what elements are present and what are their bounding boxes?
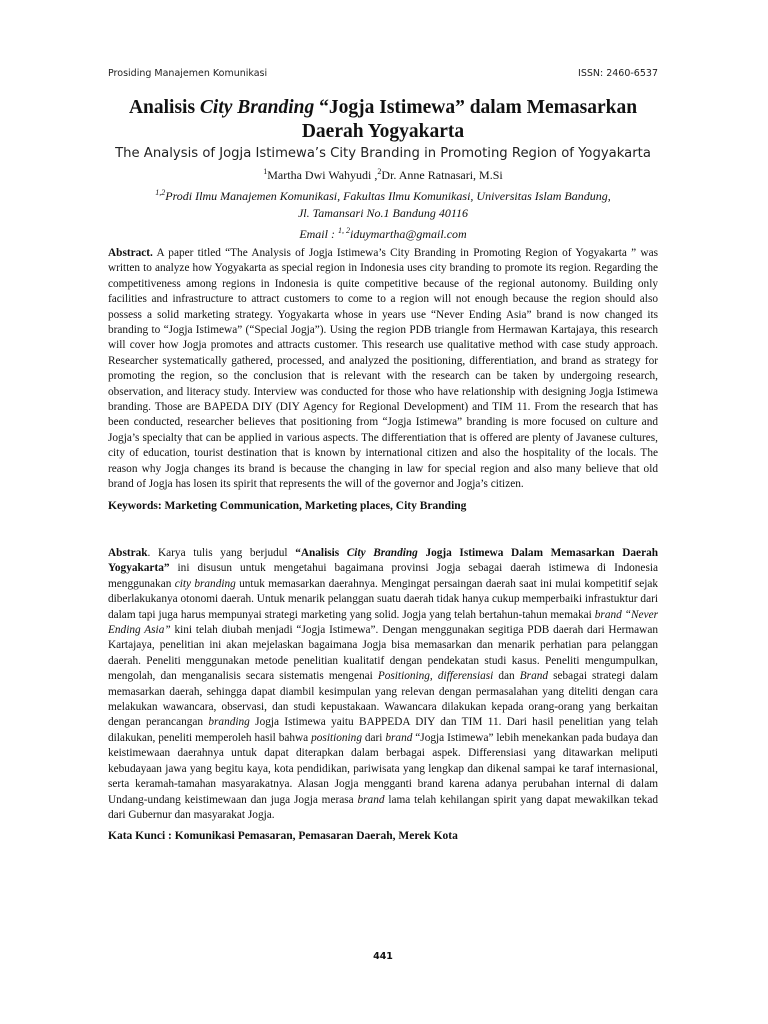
email-sup: 1, 2 bbox=[337, 226, 350, 235]
page-number: 441 bbox=[373, 951, 393, 962]
abstrak-italic: brand bbox=[385, 731, 413, 744]
abstrak-italic: positioning bbox=[311, 731, 362, 744]
affiliation-text: Prodi Ilmu Manajemen Komunikasi, Fakultas Ilmu Komunikasi, Universitas Islam Bandung, bbox=[165, 189, 611, 203]
abstrak-text: dari bbox=[361, 731, 386, 744]
abstrak-label: Abstrak bbox=[108, 547, 148, 559]
author-sup-2: 2 bbox=[377, 167, 382, 176]
keywords-english: Keywords: Marketing Communication, Marketing places, City Branding bbox=[108, 499, 467, 512]
abstrak-text: Jogja Istimewa yaitu BAPPEDA DIY dan TIM 11. Dari hasil penelitian yang telah dilakukan, peneliti memperoleh hasil bahwa bbox=[108, 716, 658, 744]
email-label: Email : bbox=[299, 227, 338, 241]
title-text-2: “Jogja Istimewa” dalam Memasarkan Daerah Yogyakarta bbox=[301, 97, 638, 142]
abstrak-italic: Positioning, differensiasi bbox=[377, 670, 494, 683]
abstract-text: A paper titled “The Analysis of Jogja Istimewa’s City Branding in Promoting Region of Yogyakarta ” was written to analyze how Yogyakarta as special region in Indonesia uses city branding to promote its region. Regarding the competitiveness among regions in Indonesia is quite competitive because of the regional autonomy. Building only facilities and infrastructure to attract customers to come to a region will not enough because the region should also possess a solid marketing strategy. Yogyakarta whose in years use “Never Ending Asia” brand is now changed its branding to “Jogja Istimewa” (“Special Jogja”). Using the region PDB triangle from Hermawan Kartajaya, this research will cover how Jogja promotes and attracts customer. This research use qualitative method with case study approach. Researcher systematically gathered, processed, and analyzed the positioning, differentiation, and brand as strategy for promoting the region, so the conclusion that is relevant with the research can be taken by undergoing research, observation, and literacy study. Interview was conducted for those who have relationship with designing Jogja Istimewa branding. Those are BAPEDA DIY (DIY Agency for Regional Development) and TIM 11. From the research that has been conducted, researcher believes that positioning from “Jogja Istimewa” branding is more focused on culture and Jogja’s specialty that can be applied in various aspects. The differentiation that is offered are plenty of Javanese cultures, city of education, tourist destination that is known by international citizen and also the hospitality of the locals. The reason why Jogja changes its brand is because the changing in law for special region and also many believe that old brand of Jogja has losen its spirit that represents the will of the governor and Jogja’s citizen. bbox=[108, 247, 658, 491]
email-line bbox=[108, 222, 658, 243]
abstrak-text: . Karya tulis yang berjudul bbox=[147, 547, 296, 559]
journal-name: Prosiding Manajemen Komunikasi bbox=[108, 68, 268, 79]
affiliation-sup: 1,2 bbox=[155, 188, 166, 197]
author-line bbox=[108, 163, 658, 184]
abstrak-bold-italic: City Branding bbox=[346, 547, 418, 559]
issn: ISSN: 2460-6537 bbox=[578, 68, 658, 79]
abstract-label: Abstract. bbox=[108, 247, 153, 259]
keywords-indonesian: Kata Kunci : Komunikasi Pemasaran, Pemasaran Daerah, Merek Kota bbox=[108, 830, 458, 843]
title-text-1: Analisis bbox=[128, 97, 200, 118]
author-2: Dr. Anne Ratnasari, M.Si bbox=[381, 168, 503, 182]
abstrak-text: lama telah kehilangan spirit yang dapat mewakilkan tekad dari Gubernur dan masyarakat Jogja. bbox=[108, 793, 658, 821]
abstrak-text: ini disusun untuk mengetahui bagaimana provinsi Jogja sebagai daerah istimewa di Indonesia menggunakan bbox=[108, 562, 658, 590]
abstract-indonesian-body bbox=[108, 546, 658, 823]
email-address: iduymartha@gmail.com bbox=[349, 227, 467, 241]
author-sup-1: 1 bbox=[263, 167, 268, 176]
abstrak-text: kini telah diubah menjadi “Jogja Istimewa”. Dengan menggunakan segitiga PDB daerah dari Hermawan Kartajaya, penelitian ini akan mejelaskan bagaimana Jogja bisa memasarkan dan menarik perhatian para pelanggan daerah. Peneliti menggunakan metode penelitian kualitatif dengan pendekatan studi kasus. Peneliti mengumpulkan, mengolah, dan menganalisis secara sistematis mengenai bbox=[108, 624, 658, 683]
abstrak-italic: Brand bbox=[519, 670, 549, 683]
abstrak-italic: brand “Never Ending Asia” bbox=[108, 608, 659, 637]
paper-title-english: The Analysis of Jogja Istimewa’s City Branding in Promoting Region of Yogyakarta bbox=[115, 146, 651, 161]
abstrak-text: “Jogja Istimewa” lebih menekankan pada budaya dan keistimewaan daerahnya untuk dapat diterapkan dalam berbagai aspek. Differensiasi yang ditawarkan meliputi kebudayaan jawa yang begitu kaya, kota pendidikan, pariwisata yang lengkap dan dikenal sampai ke taraf internasional, serta keramah-tamahan masyarakatnya. Alasan Jogja mengganti brand karena adanya perubahan internal di dalam Undang-undang keistimewaan dan juga Jogja merasa bbox=[108, 731, 659, 806]
affiliation bbox=[108, 184, 658, 205]
title-block bbox=[108, 96, 658, 243]
abstrak-italic: branding bbox=[208, 716, 250, 729]
abstrak-italic: city branding bbox=[174, 577, 236, 590]
abstrak-italic: brand bbox=[357, 793, 385, 806]
abstract-english bbox=[108, 246, 658, 514]
abstrak-bold: “Analisis bbox=[295, 547, 347, 559]
abstrak-bold: Jogja Istimewa Dalam Memasarkan Daerah Yogyakarta” bbox=[108, 547, 659, 575]
abstract-indonesian bbox=[108, 546, 658, 844]
title-text-italic: City Branding bbox=[199, 97, 315, 118]
abstract-english-body bbox=[108, 246, 658, 493]
abstrak-text: sebagai strategi dalam memasarkan daerah, sehingga dapat diambil kesimpulan yang relevan dengan permasalahan yang diteliti dengan cara melakukan wawancara, observasi, dan studi kepustakaan. Wawancara dilakukan kepada orang-orang yang berkaitan dengan perancangan bbox=[108, 670, 658, 729]
author-1: Martha Dwi Wahyudi , bbox=[267, 168, 378, 182]
abstrak-text: untuk memasarkan daerahnya. Mengingat persaingan daerah saat ini mulai kompetitif sejak diberlakukanya otonomi daerah. Untuk menarik pelanggan suatu daerah tidak hanya cukup memperbaiki infrastuktur dari dalam tapi juga harus mempunyai strategi marketing yang solid. Jogja yang telah bertahun-tahun memakai bbox=[108, 577, 659, 621]
abstrak-text: dan bbox=[493, 670, 520, 683]
address: Jl. Tamansari No.1 Bandung 40116 bbox=[297, 206, 468, 220]
paper-title bbox=[108, 96, 658, 144]
